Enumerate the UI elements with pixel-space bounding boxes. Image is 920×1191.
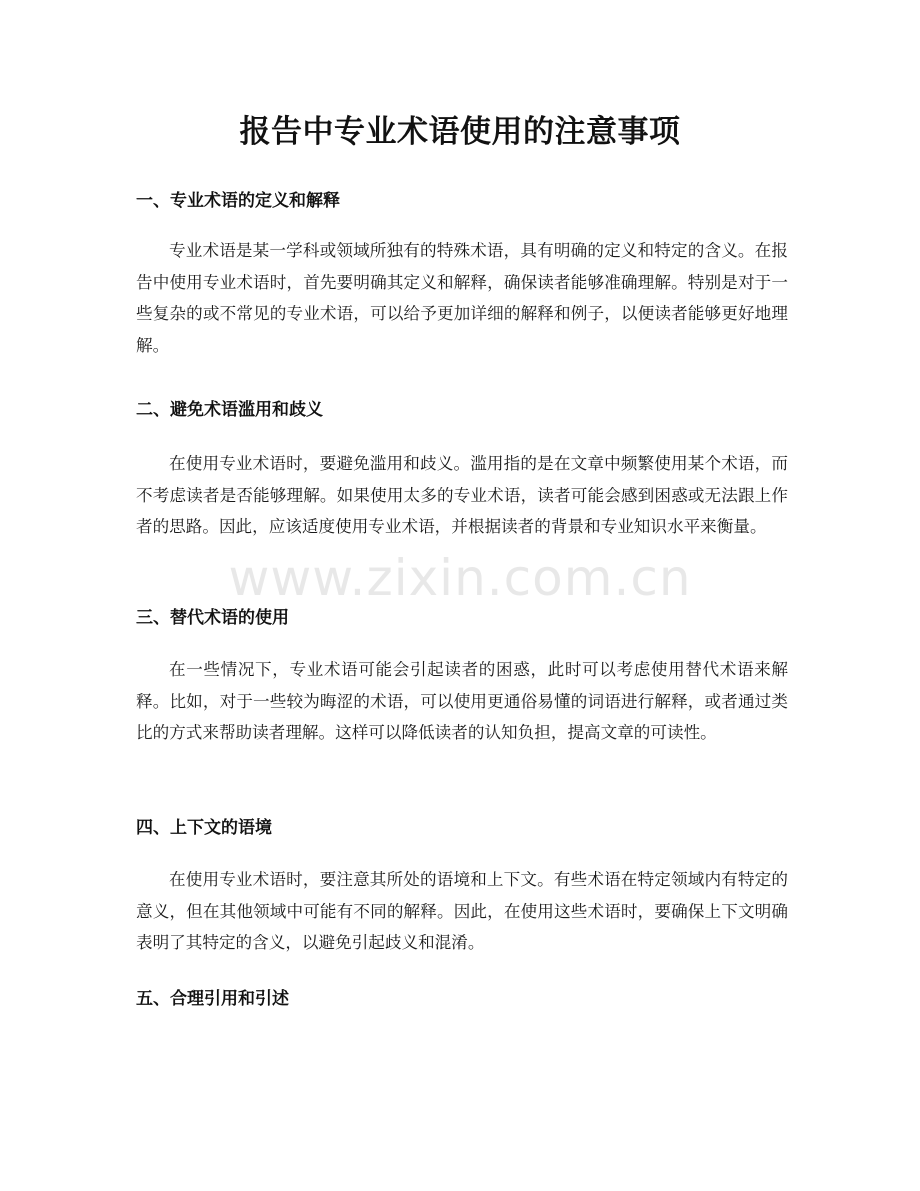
section-heading-3: 三、替代术语的使用 xyxy=(136,608,289,628)
section-paragraph-4: 在使用专业术语时，要注意其所处的语境和上下文。有些术语在特定领域内有特定的意义，但在其他领域中可能有不同的解释。因此，在使用这些术语时，要确保上下文明确表明了其特定的含义，以避免引起歧义和混淆。 xyxy=(136,870,788,953)
section-heading-4: 四、上下文的语境 xyxy=(136,818,272,838)
watermark: www.zixin.com.cn xyxy=(228,549,692,607)
section-paragraph-1: 专业术语是某一学科或领域所独有的特殊术语，具有明确的定义和特定的含义。在报告中使用专业术语时，首先要明确其定义和解释，确保读者能够准确理解。特别是对于一些复杂的或不常见的专业术语，可以给予更加详细的解释和例子，以便读者能够更好地理解。 xyxy=(136,241,788,355)
section-paragraph-2: 在使用专业术语时，要避免滥用和歧义。滥用指的是在文章中频繁使用某个术语，而不考虑读者是否能够理解。如果使用太多的专业术语，读者可能会感到困惑或无法跟上作者的思路。因此，应该适度使用专业术语，并根据读者的背景和专业知识水平来衡量。 xyxy=(136,454,788,537)
section-paragraph-3: 在一些情况下，专业术语可能会引起读者的困惑，此时可以考虑使用替代术语来解释。比如，对于一些较为晦涩的术语，可以使用更通俗易懂的词语进行解释，或者通过类比的方式来帮助读者理解。这样可以降低读者的认知负担，提高文章的可读性。 xyxy=(136,660,788,743)
section-heading-2: 二、避免术语滥用和歧义 xyxy=(136,400,323,420)
section-heading-5: 五、合理引用和引述 xyxy=(136,989,289,1009)
document-title: 报告中专业术语使用的注意事项 xyxy=(239,114,681,150)
section-heading-1: 一、专业术语的定义和解释 xyxy=(136,191,340,211)
